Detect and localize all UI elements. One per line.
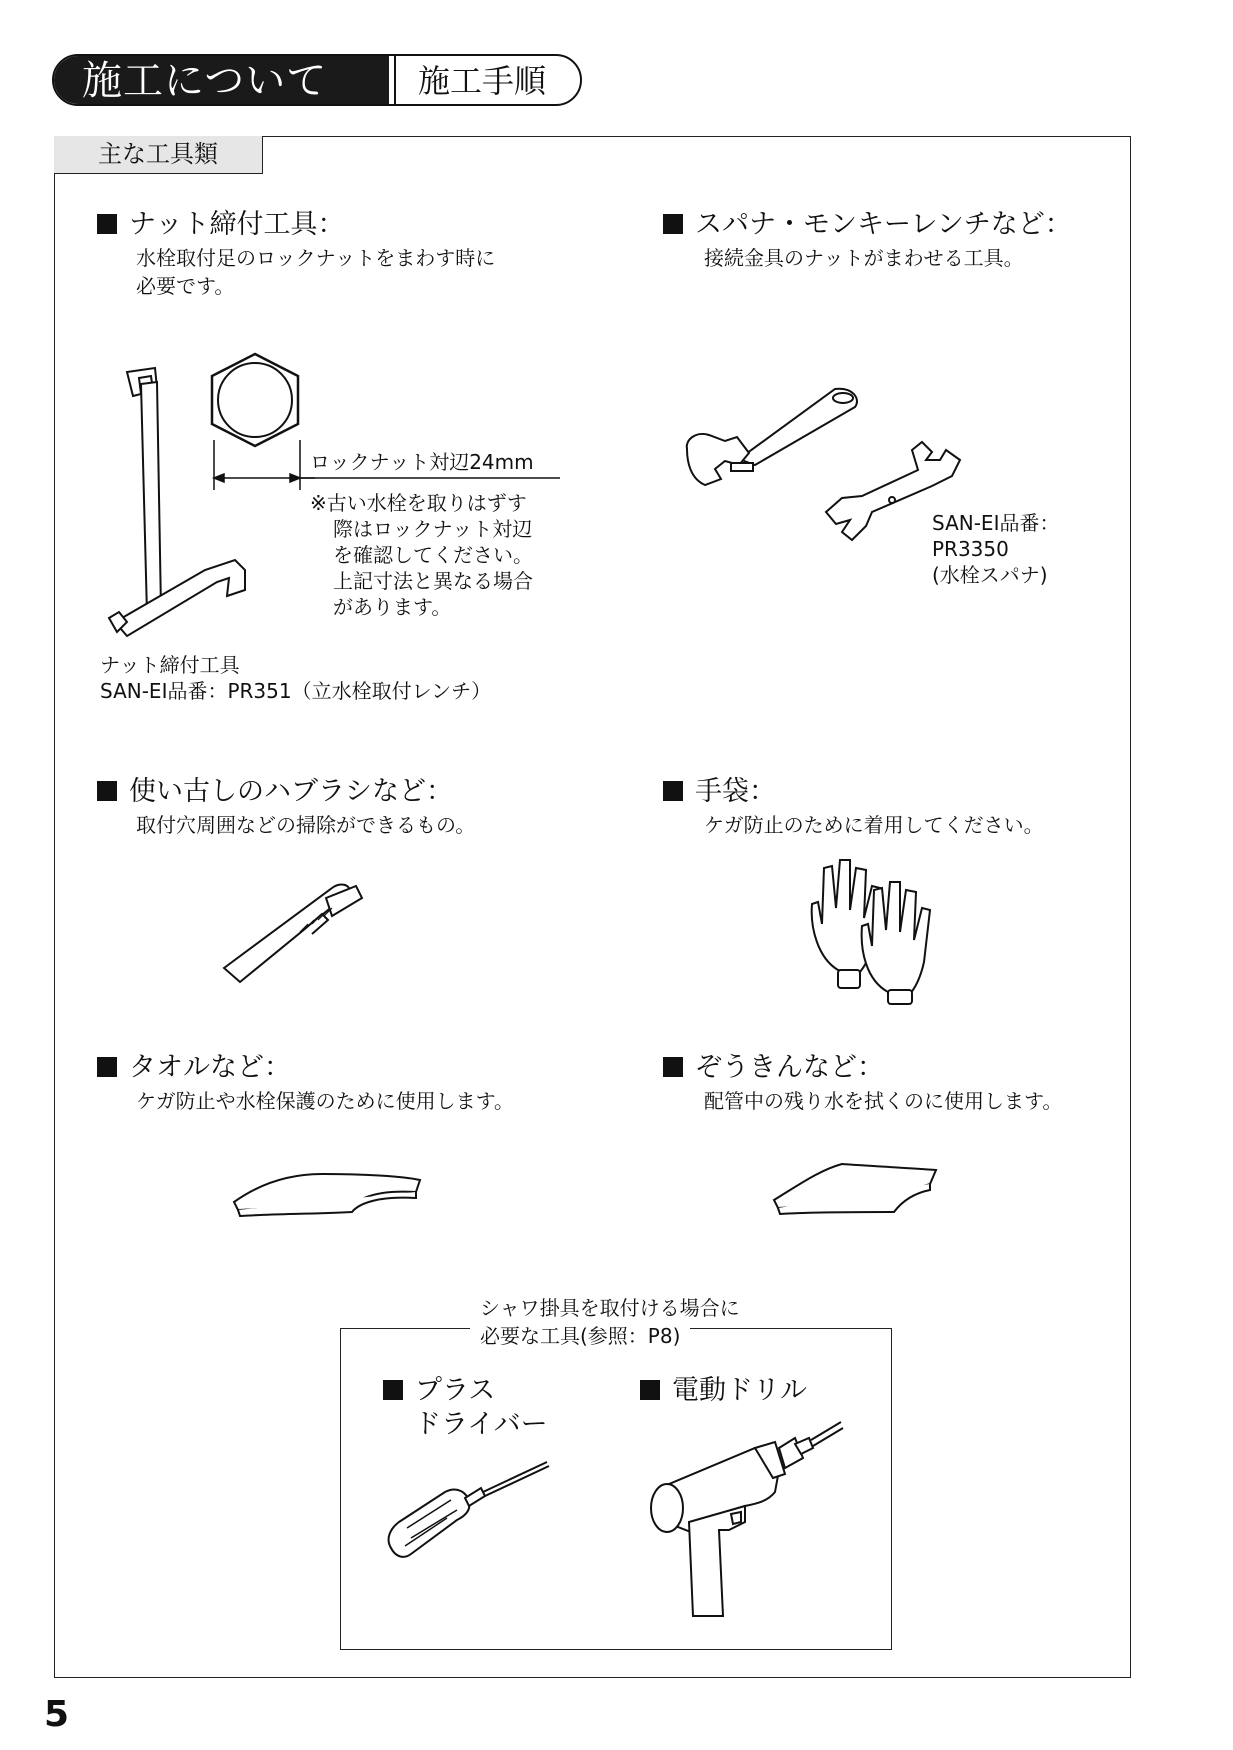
section-tab: 主な工具類	[54, 136, 263, 174]
gloves-heading: 手袋：	[663, 775, 776, 809]
dimension-label: ロックナット対辺24mm	[310, 450, 534, 474]
bullet-square-icon	[97, 214, 117, 234]
spanner-caption-1: SAN-EI品番：	[932, 511, 1060, 535]
page-number: 5	[44, 1694, 70, 1735]
bullet-square-icon	[663, 214, 683, 234]
screwdriver-heading-2: ドライバー	[414, 1409, 548, 1440]
towel-icon	[232, 1162, 424, 1222]
nut-tool-caption-1: ナット締付工具	[100, 653, 240, 677]
screwdriver-icon	[385, 1458, 555, 1568]
bullet-square-icon	[97, 1057, 117, 1077]
page-header	[52, 54, 582, 106]
power-drill-icon	[645, 1418, 845, 1618]
header-subtitle: 施工手順	[394, 56, 582, 104]
spanner-caption-2: PR3350	[932, 537, 1009, 561]
gloves-desc: ケガ防止のために着用してください。	[704, 813, 1044, 837]
bullet-square-icon	[663, 781, 683, 801]
bullet-square-icon	[383, 1380, 403, 1400]
nut-tool-desc-1: 水栓取付足のロックナットをまわす時に	[136, 246, 496, 270]
rag-desc: 配管中の残り水を拭くのに使用します。	[704, 1089, 1063, 1113]
towel-desc: ケガ防止や水栓保護のために使用します。	[136, 1089, 514, 1113]
nut-note-3: を確認してください。	[333, 543, 533, 567]
nut-note-5: があります。	[333, 595, 452, 619]
bullet-square-icon	[97, 781, 117, 801]
toothbrush-icon	[222, 878, 367, 988]
spanner-heading: スパナ・モンキーレンチなど：	[663, 208, 1072, 242]
nut-tool-heading: ナット締付工具：	[97, 208, 344, 242]
towel-heading: タオルなど：	[97, 1051, 291, 1085]
hex-nut-icon	[208, 352, 302, 448]
spanner-desc: 接続金具のナットがまわせる工具。	[704, 246, 1024, 270]
spanner-caption-3: (水栓スパナ)	[932, 563, 1048, 587]
nut-note-1: ※古い水栓を取りはずす	[310, 491, 527, 515]
rag-icon	[770, 1160, 940, 1218]
gloves-icon	[808, 858, 948, 1006]
bullet-square-icon	[640, 1380, 660, 1400]
nut-tool-caption-2: SAN-EI品番：PR351（立水栓取付レンチ）	[100, 679, 492, 703]
nut-tool-desc-2: 必要です。	[136, 274, 235, 298]
nut-note-2: 際はロックナット対辺	[333, 517, 533, 541]
bullet-square-icon	[663, 1057, 683, 1077]
rag-heading: ぞうきんなど：	[663, 1051, 884, 1085]
shower-box-title-1: シャワ掛具を取付ける場合に	[470, 1294, 790, 1322]
brush-desc: 取付穴周囲などの掃除ができるもの。	[136, 813, 476, 837]
nut-note-4: 上記寸法と異なる場合	[333, 569, 533, 593]
header-title: 施工について	[54, 56, 389, 104]
brush-heading: 使い古しのハブラシなど：	[97, 775, 453, 809]
shower-box-title-2: 必要な工具(参照：P8)	[470, 1322, 690, 1350]
screwdriver-heading: プラス	[383, 1374, 495, 1408]
drill-heading: 電動ドリル	[640, 1374, 807, 1408]
